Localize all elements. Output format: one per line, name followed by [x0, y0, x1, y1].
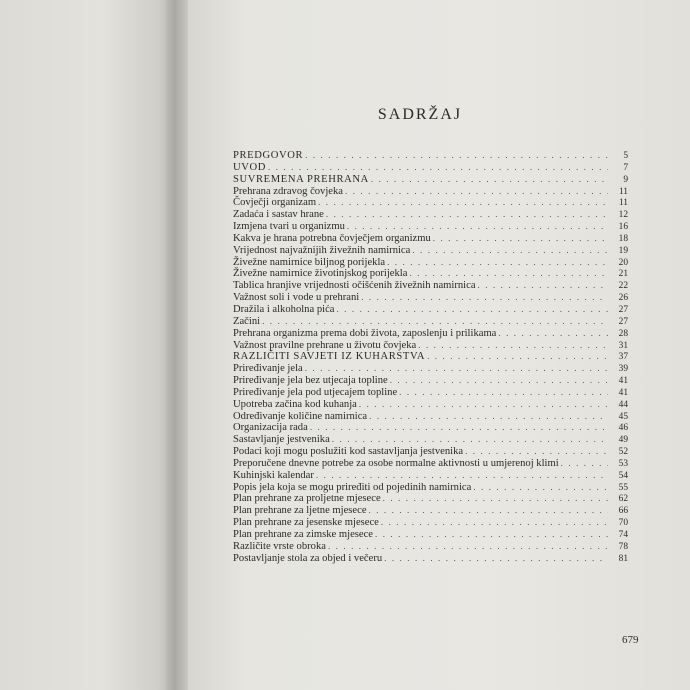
toc-entry-page: 49 [618, 435, 628, 446]
toc-entry-page: 74 [618, 530, 628, 540]
toc-entry-page: 19 [618, 245, 628, 256]
leader-dots [361, 292, 608, 304]
toc-entry-page: 16 [618, 222, 628, 233]
toc-entry [233, 446, 628, 458]
toc-entry [233, 233, 628, 245]
leader-dots [433, 233, 608, 245]
toc-entry [233, 387, 628, 399]
toc-entry [233, 553, 628, 565]
toc-entry [233, 363, 628, 375]
leader-dots [328, 541, 608, 553]
toc-entry-page: 62 [618, 494, 628, 505]
toc-entry [233, 375, 628, 387]
leader-dots [369, 411, 608, 423]
toc-entry [233, 209, 628, 221]
toc-entry-title: Plan prehrane za jesenske mjesece [233, 517, 379, 529]
leader-dots [473, 482, 608, 494]
toc-entry [233, 340, 628, 352]
toc-entry-page: 28 [618, 328, 628, 339]
leader-dots [268, 162, 608, 174]
toc-entry-title: Priređivanje jela bez utjecaja topline [233, 375, 388, 387]
toc-entry-title: Sastavljanje jestvenika [233, 434, 330, 446]
toc-entry-page: 46 [618, 423, 628, 434]
leader-dots [305, 150, 608, 162]
toc-entry [233, 245, 628, 257]
toc-entry-page: 7 [623, 162, 628, 173]
toc-entry-title: Plan prehrane za ljetne mjesece [233, 505, 367, 517]
leader-dots [381, 517, 608, 529]
toc-entry [233, 292, 628, 304]
toc-entry-page: 21 [618, 269, 628, 280]
leader-dots [418, 340, 608, 352]
toc-entry [233, 221, 628, 233]
toc-entry [233, 411, 628, 423]
page-number: 679 [622, 634, 639, 646]
leader-dots [347, 221, 608, 233]
toc-entry-page: 26 [618, 293, 628, 304]
toc-entry-title: Važnost soli i vode u prehrani [233, 292, 360, 304]
leader-dots [399, 387, 608, 399]
toc-entry-title: Začini [233, 315, 261, 327]
toc-entry [233, 280, 628, 292]
toc-entry-page: 11 [618, 198, 628, 209]
leader-dots [427, 351, 608, 363]
leader-dots [465, 446, 608, 458]
book-gutter [166, 0, 188, 690]
toc-entry-page: 41 [618, 387, 628, 398]
toc-entry [233, 257, 628, 269]
toc-entry-page: 9 [623, 174, 628, 185]
leader-dots [561, 458, 608, 470]
toc-entry-title: Zadaća i sastav hrane [233, 209, 324, 221]
toc-entry-page: 37 [618, 352, 628, 363]
leader-dots [310, 422, 608, 434]
toc-entry-page: 22 [618, 281, 628, 292]
toc-entry-title: Popis jela koja se mogu priređiti od pojedinih namirnica [233, 481, 472, 493]
toc-entry-title: PREDGOVOR [233, 150, 304, 161]
toc-entry-title: Upotreba začina kod kuhanja [233, 398, 357, 410]
toc-entry-page: 18 [618, 233, 628, 244]
leader-dots [262, 316, 608, 328]
leader-dots [409, 268, 608, 280]
toc-entry-title: Preporučene dnevne potrebe za osobe normalne aktivnosti u umjerenoj klimi [233, 457, 559, 469]
toc-entry-title: Različite vrste obroka [233, 540, 326, 552]
toc-entry-page: 66 [618, 506, 628, 517]
toc-entry-page: 53 [618, 458, 628, 469]
toc-entry-title: Organizacija rada [233, 422, 308, 434]
toc-entry-page: 54 [618, 470, 628, 481]
leader-dots [326, 209, 608, 221]
toc-entry-title: Priređivanje jela [233, 363, 303, 375]
toc-entry-title: Plan prehrane za zimske mjesece [233, 529, 374, 540]
toc-entry-page: 39 [618, 364, 628, 375]
leader-dots [478, 280, 608, 292]
toc-entry [233, 541, 628, 553]
toc-entry [233, 517, 628, 529]
toc-entry-title: Određivanje količine namirnica [233, 410, 368, 422]
leader-dots [369, 505, 608, 517]
toc-entry-title: Tablica hranjive vrijednosti očišćenih živežnih namirnica [233, 280, 476, 292]
toc-entry [233, 482, 628, 494]
leader-dots [336, 304, 608, 316]
toc-entry-page: 11 [618, 186, 628, 197]
leader-dots [384, 553, 608, 565]
toc-entry-page: 27 [618, 304, 628, 315]
toc-entry [233, 493, 628, 505]
leader-dots [375, 529, 608, 541]
toc-entry-title: Važnost pravilne prehrane u životu čovjeka [233, 339, 417, 351]
toc-entry-title: SUVREMENA PREHRANA [233, 173, 369, 185]
toc-entry-page: 52 [618, 447, 628, 458]
toc-entry [233, 304, 628, 316]
toc-entry [233, 268, 628, 280]
toc-entry [233, 150, 628, 162]
toc-entry [233, 197, 628, 209]
leader-dots [498, 328, 608, 340]
toc-entry-title: Kakva je hrana potrebna čovječjem organizmu [233, 232, 431, 244]
toc-entry-page: 81 [618, 553, 628, 564]
toc-entry-title: Živežne namirnice životinjskog porijekla [233, 268, 408, 280]
toc-entry [233, 434, 628, 446]
toc-entry-title: Vrijednost najvažnijih živežnih namirnica [233, 244, 411, 256]
toc-entry [233, 399, 628, 411]
toc-entry [233, 328, 628, 340]
toc-entry-page: 12 [618, 210, 628, 221]
toc-entry-title: Prehrana zdravog čovjeka [233, 185, 344, 197]
toc-entry-title: Prehrana organizma prema dobi života, zaposlenju i prilikama [233, 327, 497, 339]
toc-entry [233, 529, 628, 541]
leader-dots [316, 470, 608, 482]
toc-entry-page: 31 [618, 340, 628, 351]
toc-entry-title: Plan prehrane za proljetne mjesece [233, 493, 381, 505]
toc-entry [233, 470, 628, 482]
leader-dots [305, 363, 608, 375]
table-of-contents [233, 150, 628, 565]
leader-dots [359, 399, 608, 411]
toc-entry-page: 55 [618, 482, 628, 493]
leader-dots [318, 197, 608, 209]
leader-dots [387, 257, 608, 269]
toc-entry-page: 20 [618, 257, 628, 268]
leader-dots [371, 174, 608, 186]
toc-entry-title: Čovječji organizam [233, 197, 317, 209]
toc-entry-title: RAZLIČITI SAVJETI IZ KUHARSTVA [233, 351, 426, 363]
leader-dots [383, 493, 608, 505]
toc-entry-page: 45 [618, 411, 628, 422]
toc-entry [233, 422, 628, 434]
toc-entry [233, 186, 628, 198]
toc-entry [233, 162, 628, 174]
toc-entry [233, 316, 628, 328]
toc-entry-page: 41 [618, 376, 628, 387]
toc-entry-page: 78 [618, 541, 628, 552]
left-page [0, 0, 172, 690]
toc-entry-page: 70 [618, 518, 628, 529]
toc-entry-title: UVOD [233, 161, 267, 173]
toc-entry-title: Priređivanje jela pod utjecajem topline [233, 386, 398, 398]
leader-dots [332, 434, 608, 446]
leader-dots [390, 375, 608, 387]
toc-entry-title: Živežne namirnice biljnog porijekla [233, 256, 386, 268]
toc-title: SADRŽAJ [377, 106, 463, 123]
leader-dots [412, 245, 608, 257]
toc-entry-title: Izmjena tvari u organizmu [233, 221, 345, 233]
toc-entry [233, 351, 628, 363]
toc-entry [233, 174, 628, 186]
toc-entry-page: 27 [618, 316, 628, 327]
toc-entry [233, 458, 628, 470]
toc-entry [233, 505, 628, 517]
toc-entry-page: 5 [623, 151, 628, 161]
toc-entry-title: Podaci koji mogu poslužiti kod sastavljanja jestvenika [233, 446, 464, 458]
toc-entry-page: 44 [618, 399, 628, 410]
toc-entry-title: Postavljanje stola za objed i večeru [233, 552, 383, 564]
leader-dots [345, 186, 608, 198]
toc-entry-title: Dražila i alkoholna pića [233, 303, 335, 315]
toc-entry-title: Kuhinjski kalendar [233, 469, 314, 481]
